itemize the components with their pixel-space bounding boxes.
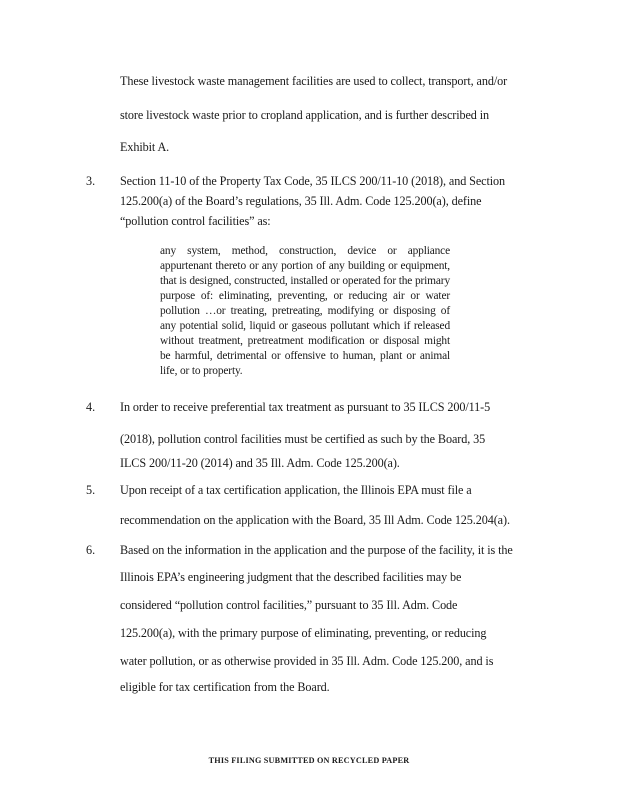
intro-line-3: Exhibit A. [120, 140, 170, 154]
page-footer: THIS FILING SUBMITTED ON RECYCLED PAPER [208, 756, 410, 765]
intro-line-1: These livestock waste management facilities are used to collect, transport, and/or [120, 74, 508, 88]
paragraph-4-number: 4. [86, 400, 96, 414]
paragraph-6-line-5: water pollution, or as otherwise provided in 35 Ill. Adm. Code 125.200, and is [120, 654, 494, 668]
paragraph-4-line-3: ILCS 200/11-20 (2014) and 35 Ill. Adm. Code 125.200(a). [120, 456, 400, 470]
paragraph-3-number: 3. [86, 174, 96, 188]
paragraph-6-line-4: 125.200(a), with the primary purpose of eliminating, preventing, or reducing [120, 626, 487, 640]
paragraph-6-line-3: considered “pollution control facilities,” pursuant to 35 Ill. Adm. Code [120, 598, 458, 612]
paragraph-6-number: 6. [86, 543, 96, 557]
paragraph-6-line-2: Illinois EPA’s engineering judgment that the described facilities may be [120, 570, 462, 584]
block-quote: any system, method, construction, device or appliance appurtenant thereto or any portion of any building or equipment, that is designed, constructed, installed or operated for the primary purpose of: eliminating, preventing, or reducing air or water pollution …or treating, pretreating, modifying or disposing of any potential solid, liquid or gaseous pollutant which if released without treatment, pretreatment modification or disposal might be harmful, detrimental or offensive to human, plant or animal life, or to property. [160, 245, 450, 377]
intro-line-2: store livestock waste prior to cropland application, and is further described in [120, 108, 490, 122]
paragraph-3-line-3: “pollution control facilities” as: [120, 214, 271, 228]
paragraph-6-line-6: eligible for tax certification from the Board. [120, 680, 330, 694]
paragraph-4-line-1: In order to receive preferential tax treatment as pursuant to 35 ILCS 200/11-5 [120, 400, 491, 414]
paragraph-5-line-2: recommendation on the application with the Board, 35 Ill Adm. Code 125.204(a). [120, 513, 510, 527]
paragraph-5-line-1: Upon receipt of a tax certification application, the Illinois EPA must file a [120, 483, 472, 497]
paragraph-6-line-1: Based on the information in the application and the purpose of the facility, it is the [120, 543, 513, 557]
paragraph-4-line-2: (2018), pollution control facilities must be certified as such by the Board, 35 [120, 432, 486, 446]
paragraph-3-line-1: Section 11-10 of the Property Tax Code, 35 ILCS 200/11-10 (2018), and Section [120, 174, 506, 188]
paragraph-5-number: 5. [86, 483, 96, 497]
paragraph-3-line-2: 125.200(a) of the Board’s regulations, 35 Ill. Adm. Code 125.200(a), define [120, 194, 482, 208]
